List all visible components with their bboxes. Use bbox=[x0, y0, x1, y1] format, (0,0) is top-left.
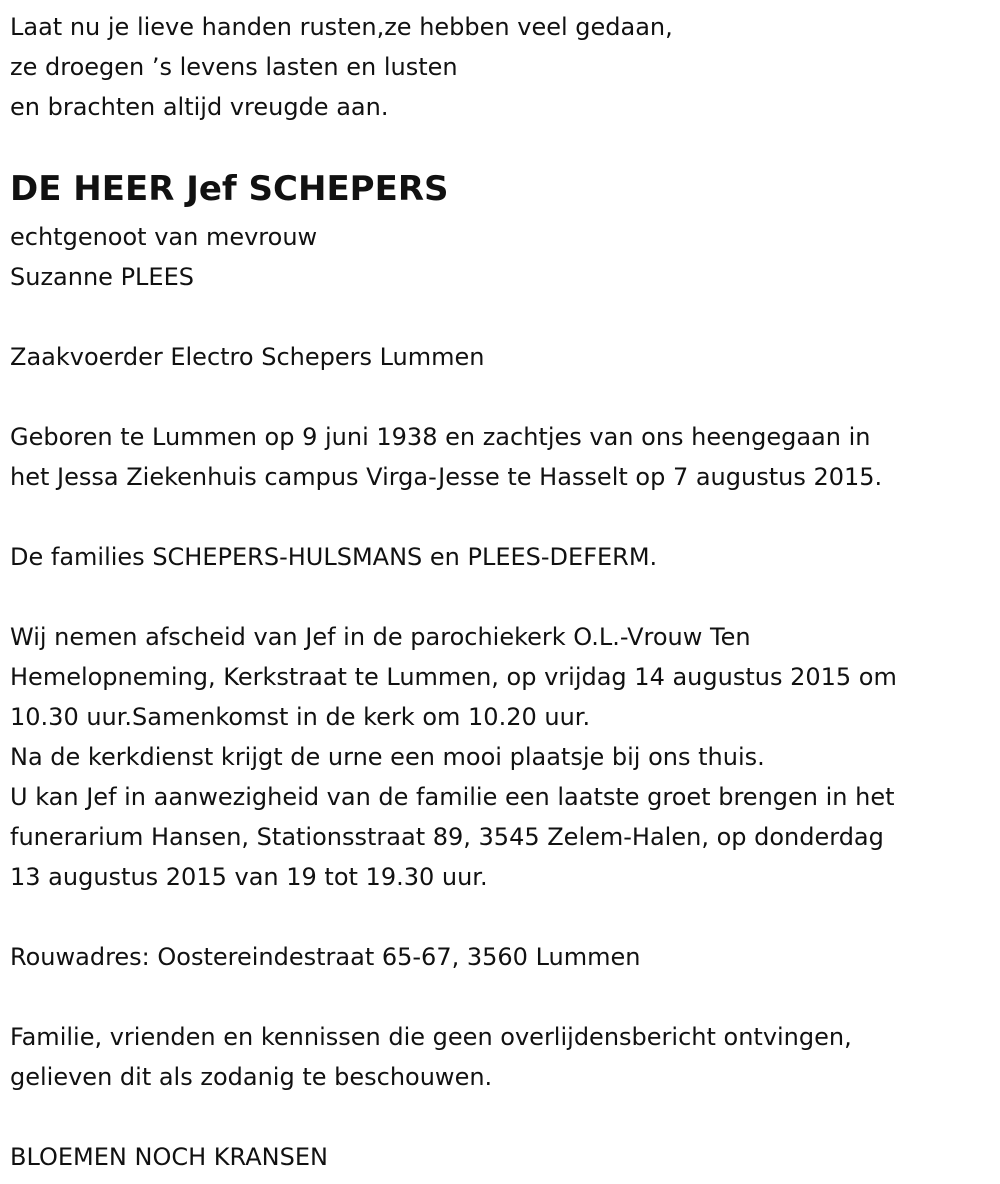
poem-line: Laat nu je lieve handen rusten,ze hebben veel gedaan, bbox=[10, 13, 673, 41]
spouse-label: echtgenoot van mevrouw bbox=[10, 223, 318, 251]
ceremony-line: funerarium Hansen, Stationsstraat 89, 3545 Zelem-Halen, op donderdag bbox=[10, 823, 884, 851]
notice-line: gelieven dit als zodanig te beschouwen. bbox=[10, 1063, 493, 1091]
ceremony-line: Na de kerkdienst krijgt de urne een mooi plaatsje bij ons thuis. bbox=[10, 743, 765, 771]
flowers-notice bbox=[10, 1137, 1000, 1177]
flowers-text: BLOEMEN NOCH KRANSEN bbox=[10, 1143, 328, 1171]
ceremony-line: Wij nemen afscheid van Jef in de parochiekerk O.L.-Vrouw Ten bbox=[10, 623, 751, 651]
address-text: Rouwadres: Oostereindestraat 65-67, 3560 Lummen bbox=[10, 943, 641, 971]
poem-line: ze droegen ’s levens lasten en lusten bbox=[10, 53, 458, 81]
occupation bbox=[10, 337, 1000, 377]
spouse-name: Suzanne PLEES bbox=[10, 263, 194, 291]
poem-line: en brachten altijd vreugde aan. bbox=[10, 93, 389, 121]
families-text: De families SCHEPERS-HULSMANS en PLEES-DEFERM. bbox=[10, 543, 658, 571]
spouse-info bbox=[10, 217, 1000, 297]
birth-death-line: het Jessa Ziekenhuis campus Virga-Jesse te Hasselt op 7 augustus 2015. bbox=[10, 463, 883, 491]
occupation-text: Zaakvoerder Electro Schepers Lummen bbox=[10, 343, 485, 371]
families bbox=[10, 537, 1000, 577]
notice-line: Familie, vrienden en kennissen die geen overlijdensbericht ontvingen, bbox=[10, 1023, 852, 1051]
ceremony-line: 13 augustus 2015 van 19 tot 19.30 uur. bbox=[10, 863, 488, 891]
ceremony-line: U kan Jef in aanwezigheid van de familie een laatste groet brengen in het bbox=[10, 783, 895, 811]
ceremony-line: 10.30 uur.Samenkomst in de kerk om 10.20 uur. bbox=[10, 703, 591, 731]
deceased-name-title: DE HEER Jef SCHEPERS bbox=[10, 169, 449, 209]
mourning-address bbox=[10, 937, 1000, 977]
birth-death-line: Geboren te Lummen op 9 juni 1938 en zachtjes van ons heengegaan in bbox=[10, 423, 871, 451]
poem bbox=[10, 7, 1000, 127]
notice bbox=[10, 1017, 1000, 1097]
ceremony-line: Hemelopneming, Kerkstraat te Lummen, op vrijdag 14 augustus 2015 om bbox=[10, 663, 897, 691]
ceremony-info bbox=[10, 617, 1000, 897]
birth-death-info bbox=[10, 417, 1000, 497]
